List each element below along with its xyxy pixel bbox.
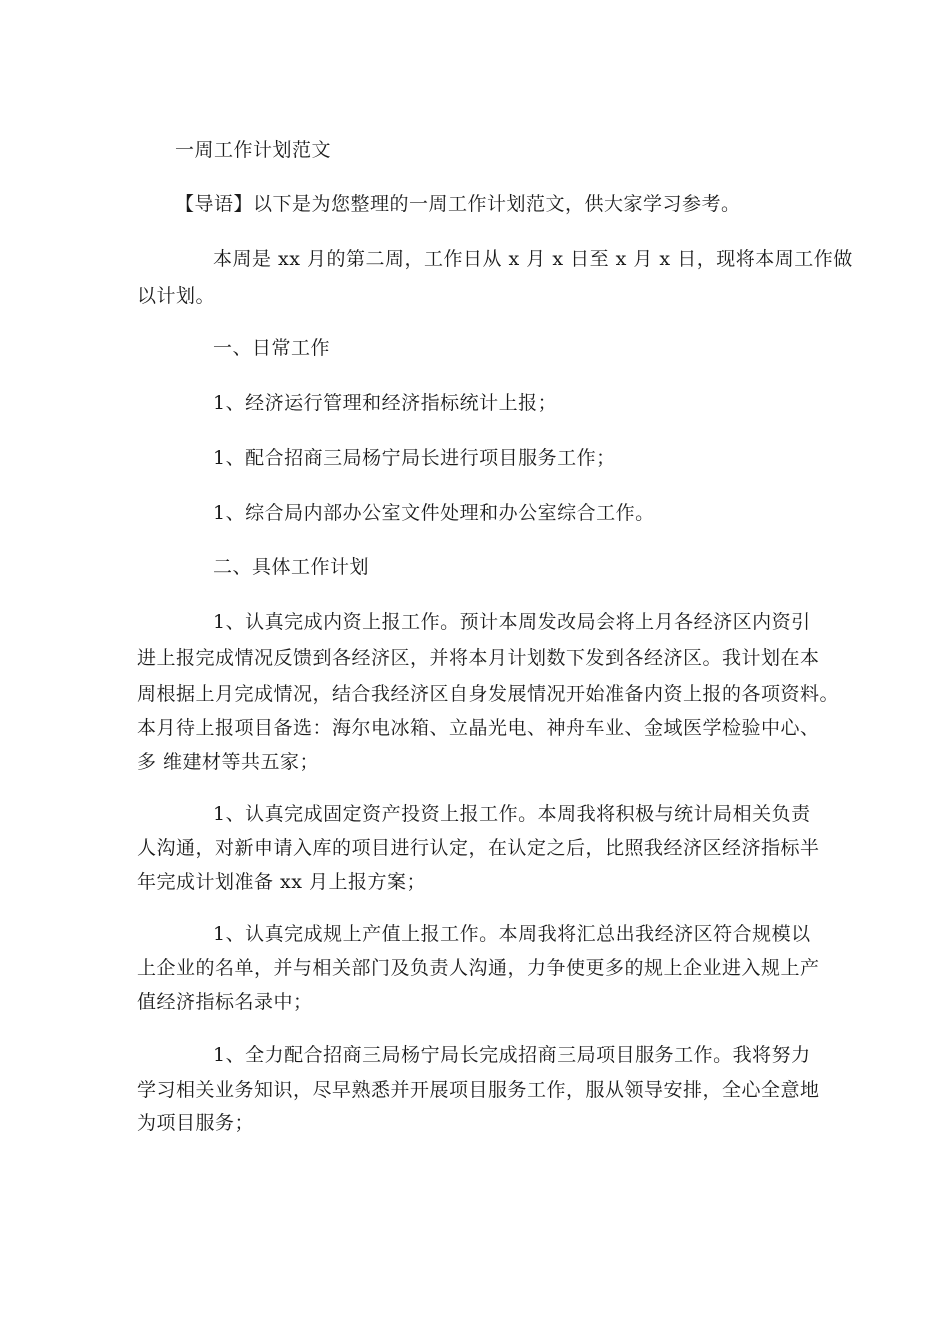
paragraph-line: 1、认真完成内资上报工作。预计本周发改局会将上月各经济区内资引 [213, 611, 811, 633]
list-item: 1、经济运行管理和经济指标统计上报； [213, 392, 558, 414]
document-title: 一周工作计划范文 [175, 139, 332, 161]
paragraph-line: 1、认真完成规上产值上报工作。本周我将汇总出我经济区符合规模以 [213, 923, 811, 945]
paragraph-line: 值经济指标名录中； [137, 991, 313, 1013]
list-item: 1、配合招商三局杨宁局长进行项目服务工作； [213, 447, 616, 469]
intro-text: 【导语】以下是为您整理的一周工作计划范文，供大家学习参考。 [175, 193, 741, 215]
paragraph-line: 为项目服务； [137, 1112, 255, 1134]
paragraph-line: 进上报完成情况反馈到各经济区，并将本月计划数下发到各经济区。我计划在本 [137, 647, 820, 669]
opening-line: 以计划。 [137, 285, 216, 307]
paragraph-line: 本月待上报项目备选：海尔电冰箱、立晶光电、神舟车业、金域医学检验中心、 [137, 717, 820, 739]
list-item: 1、综合局内部办公室文件处理和办公室综合工作。 [213, 502, 655, 524]
paragraph-line: 1、认真完成固定资产投资上报工作。本周我将积极与统计局相关负责 [213, 803, 811, 825]
section-heading: 二、具体工作计划 [213, 556, 370, 578]
paragraph-line: 上企业的名单，并与相关部门及负责人沟通，力争使更多的规上企业进入规上产 [137, 957, 820, 979]
paragraph-line: 年完成计划准备 xx 月上报方案； [137, 871, 427, 893]
paragraph-line: 学习相关业务知识，尽早熟悉并开展项目服务工作，服从领导安排，全心全意地 [137, 1079, 820, 1101]
paragraph-line: 多 维建材等共五家； [137, 751, 320, 773]
paragraph-line: 人沟通，对新申请入库的项目进行认定，在认定之后，比照我经济区经济指标半 [137, 837, 820, 859]
section-heading: 一、日常工作 [213, 337, 331, 359]
paragraph-line: 1、全力配合招商三局杨宁局长完成招商三局项目服务工作。我将努力 [213, 1044, 811, 1066]
opening-line: 本周是 xx 月的第二周，工作日从 x 月 x 日至 x 月 x 日，现将本周工作做 [213, 248, 853, 270]
paragraph-line: 周根据上月完成情况，结合我经济区自身发展情况开始准备内资上报的各项资料。 [137, 683, 840, 705]
